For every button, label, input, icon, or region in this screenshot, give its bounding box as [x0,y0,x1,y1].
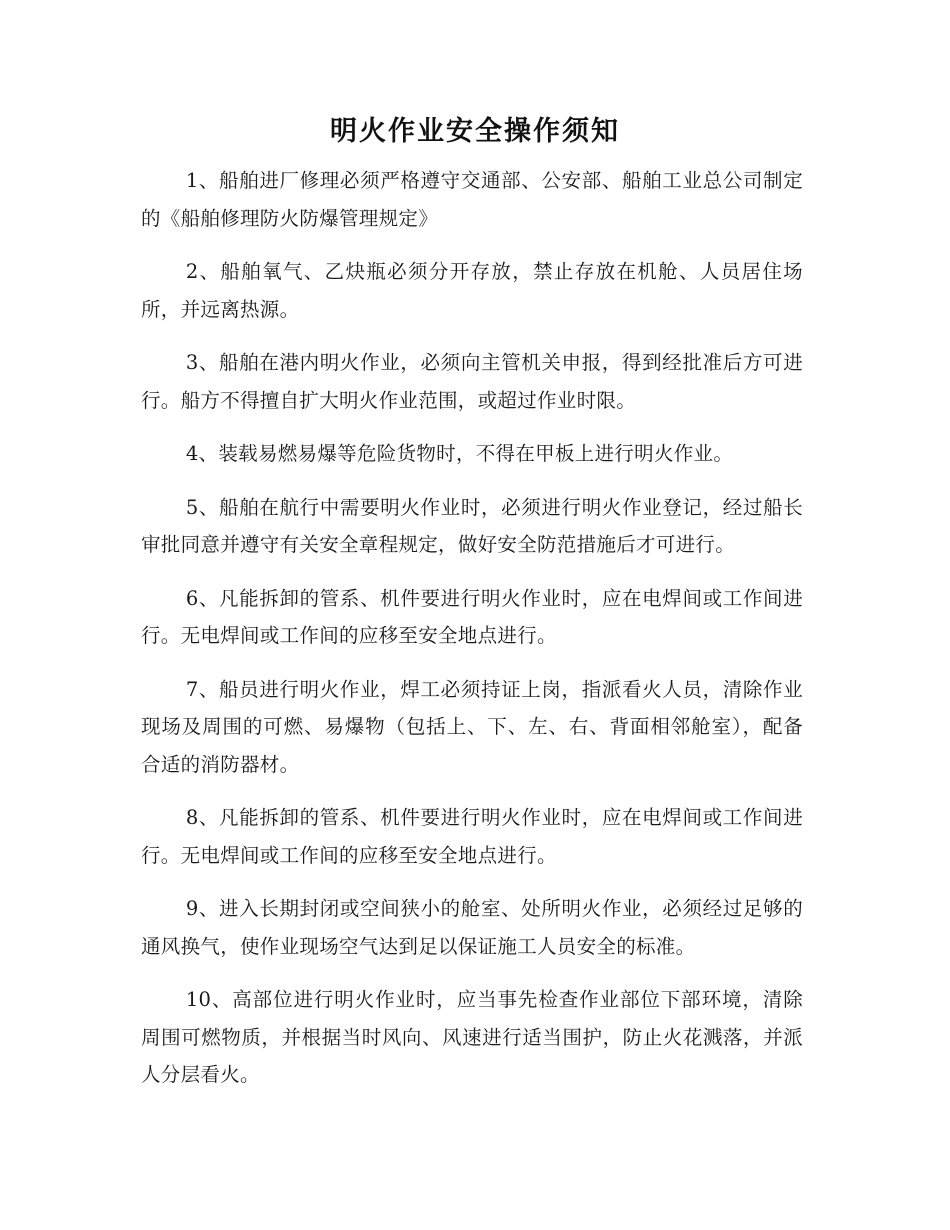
paragraph-8: 8、凡能拆卸的管系、机件要进行明火作业时，应在电焊间或工作间进行。无电焊间或工作间的应移至安全地点进行。 [141,806,803,867]
paragraph-10: 10、高部位进行明火作业时，应当事先检查作业部位下部环境，清除周围可燃物质，并根据当时风向、风速进行适当围护，防止火花溅落，并派人分层看火。 [141,988,803,1086]
paragraph-9: 9、进入长期封闭或空间狭小的舱室、处所明火作业，必须经过足够的通风换气，使作业现场空气达到足以保证施工人员安全的标准。 [141,897,803,958]
document-body [141,162,803,1110]
paragraph-3: 3、船舶在港内明火作业，必须向主管机关申报，得到经批准后方可进行。船方不得擅自扩大明火作业范围，或超过作业时限。 [141,351,803,412]
paragraph-6: 6、凡能拆卸的管系、机件要进行明火作业时，应在电焊间或工作间进行。无电焊间或工作间的应移至安全地点进行。 [141,586,803,647]
paragraph-4: 4、装载易燃易爆等危险货物时，不得在甲板上进行明火作业。 [185,442,734,465]
paragraph-7: 7、船员进行明火作业，焊工必须持证上岗，指派看火人员，清除作业现场及周围的可燃、易爆物（包括上、下、左、右、背面相邻舱室），配备合适的消防器材。 [141,677,803,776]
paragraph-1: 1、船舶进厂修理必须严格遵守交通部、公安部、船舶工业总公司制定的《船舶修理防火防爆管理规定》 [141,169,803,230]
document-title: 明火作业安全操作须知 [330,116,620,147]
paragraph-5: 5、船舶在航行中需要明火作业时，必须进行明火作业登记，经过船长审批同意并遵守有关安全章程规定，做好安全防范措施后才可进行。 [141,495,803,556]
paragraph-2: 2、船舶氧气、乙炔瓶必须分开存放，禁止存放在机舱、人员居住场所，并远离热源。 [141,260,803,321]
